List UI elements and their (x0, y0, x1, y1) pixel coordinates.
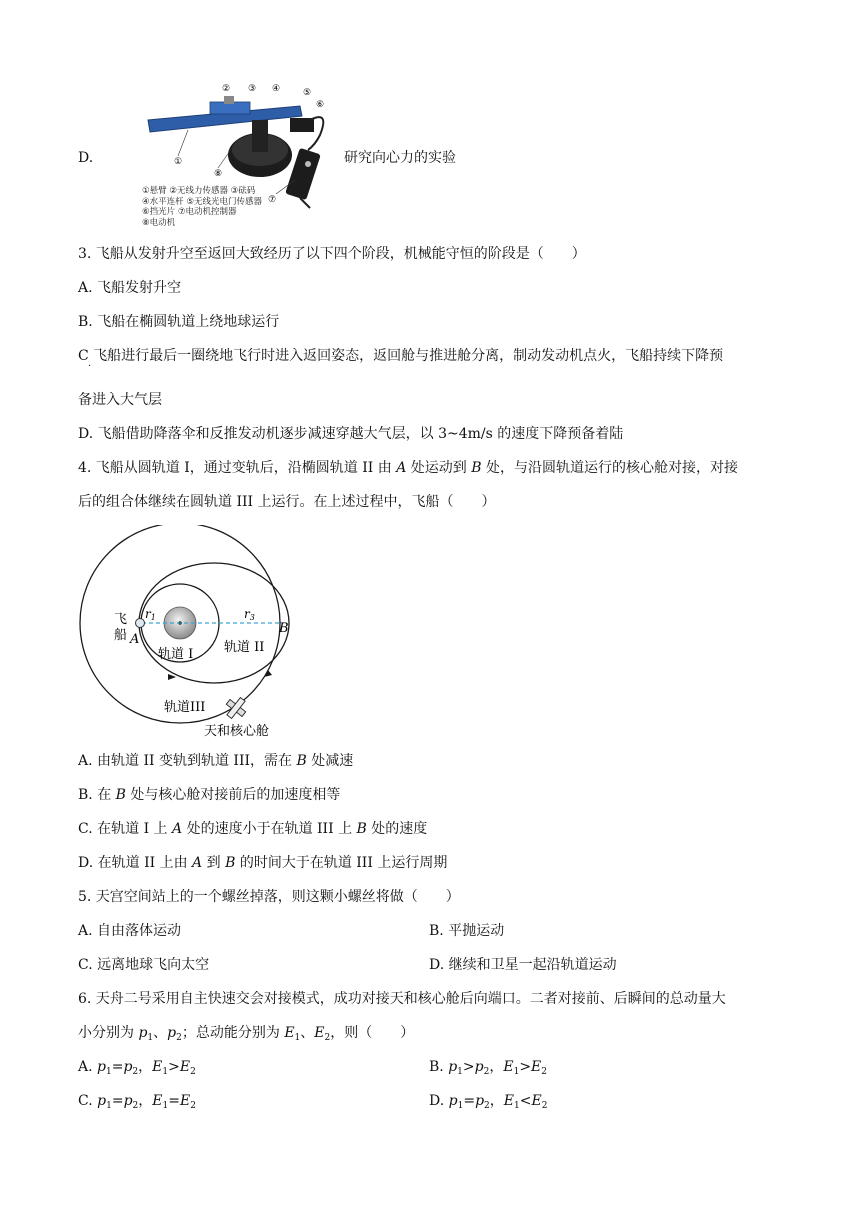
marker-1: ① (174, 157, 183, 167)
q3-option-a: A. 飞船发射升空 (78, 280, 182, 296)
q4-option-b: B. 在 B 处与核心舱对接前后的加速度相等 (78, 787, 341, 803)
marker-8: ⑧ (214, 169, 223, 179)
point-a-label: A (130, 632, 140, 647)
legend-line: ⑧电动机 (142, 217, 176, 228)
legend-line: ①悬臂 ②无线力传感器 ③砝码 (142, 186, 256, 196)
q6-stem-line1: 6. 天舟二号采用自主快速交会对接模式，成功对接天和核心舱后向端口。二者对接前、后瞬间的总动量大 (78, 991, 726, 1007)
legend-line: ④水平连杆 ⑤无线光电门传感器 (142, 196, 262, 207)
q6-stem-line2: 小分别为 $p_1$、$p_2$；总动能分别为 $E_1$、$E_2$，则（ ） (78, 1025, 415, 1043)
q6-option-d: D. $p_1=p_2$，$E_1<E_2$ (429, 1093, 548, 1111)
marker-7: ⑦ (268, 195, 277, 205)
legend-line: ⑥挡光片 ⑦电动机控制器 (142, 207, 237, 217)
q4-stem-line2: 后的组合体继续在圆轨道 III 上运行。在上述过程中，飞船（ ） (78, 494, 496, 510)
apparatus-legend (142, 186, 262, 228)
q3-option-c-line2: 备进入大气层 (78, 392, 162, 408)
q3-option-b: B. 飞船在椭圆轨道上绕地球运行 (78, 314, 280, 330)
q2-option-d-text: 研究向心力的实验 (344, 150, 456, 166)
point-b-label: B (279, 621, 289, 636)
core-module-label: 天和核心舱 (204, 724, 270, 739)
marker-4: ④ (272, 84, 281, 94)
q3-option-c-line1: C 飞船进行最后一圈绕地飞行时进入返回姿态，返回舱与推进舱分离，制动发动机点火，飞船持续下降预 (78, 348, 724, 364)
q4-stem-line1: 4. 飞船从圆轨道 I，通过变轨后，沿椭圆轨道 II 由 A 处运动到 B 处，与沿圆轨道运行的核心舱对接，对接 (78, 460, 738, 476)
q6-option-c: C. $p_1=p_2$，$E_1=E_2$ (78, 1093, 196, 1111)
q4-option-a: A. 由轨道 II 变轨到轨道 III，需在 B 处减速 (78, 753, 354, 769)
q4-option-c: C. 在轨道 I 上 A 处的速度小于在轨道 III 上 B 处的速度 (78, 821, 428, 837)
marker-2: ② (222, 84, 231, 94)
q5-option-b: B. 平抛运动 (429, 923, 505, 939)
ship-label-2: 船 (114, 628, 128, 643)
q5-option-d: D. 继续和卫星一起沿轨道运动 (429, 957, 617, 973)
r3-label: r3 (244, 607, 255, 622)
orbit-2-label: 轨道 II (224, 640, 265, 655)
marker-3: ③ (248, 84, 257, 94)
orbit-1-label: 轨道 I (158, 647, 194, 662)
ship-label-1: 飞 (114, 612, 128, 627)
q6-option-a: A. $p_1=p_2$，$E_1>E_2$ (78, 1059, 196, 1077)
q6-option-b: B. $p_1>p_2$，$E_1>E_2$ (429, 1059, 548, 1077)
q3-option-d: D. 飞船借助降落伞和反推发动机逐步减速穿越大气层，以 3~4m/s 的速度下降预备着陆 (78, 426, 624, 442)
q4-option-d: D. 在轨道 II 上由 A 到 B 的时间大于在轨道 III 上运行周期 (78, 855, 448, 871)
q3-stem: 3. 飞船从发射升空至返回大致经历了以下四个阶段，机械能守恒的阶段是（ ） (78, 246, 586, 262)
q5-stem: 5. 天宫空间站上的一个螺丝掉落，则这颗小螺丝将做（ ） (78, 889, 460, 905)
marker-6: ⑥ (316, 100, 325, 110)
q5-option-c: C. 远离地球飞向太空 (78, 957, 210, 973)
marker-5: ⑤ (303, 88, 312, 98)
dot-mark: · (88, 361, 92, 372)
q2-option-d-label: D. (78, 150, 94, 166)
r1-label: r1 (145, 607, 156, 622)
q5-option-a: A. 自由落体运动 (78, 923, 182, 939)
orbit-3-label: 轨道III (164, 700, 206, 715)
orbit-diagram (78, 525, 298, 740)
